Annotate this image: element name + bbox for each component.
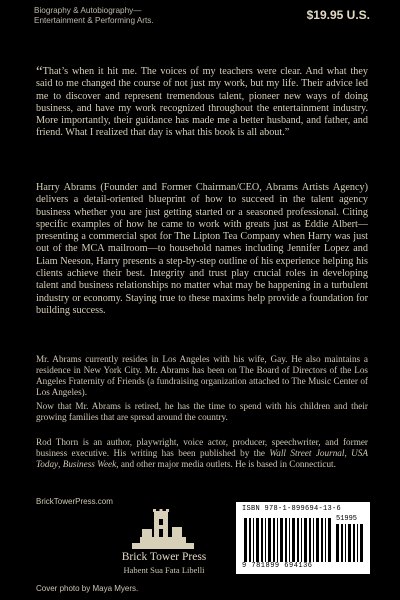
publisher-name: Brick Tower Press	[121, 551, 207, 563]
category-label	[34, 6, 154, 26]
open-quote-mark: “	[36, 64, 43, 80]
publication-wsj: Wall Street Journal	[269, 448, 345, 458]
separator: ,	[344, 448, 352, 458]
price-code: 51995	[336, 515, 358, 523]
ean-digits: 9 781899 694136	[242, 562, 313, 570]
coauthor-bio-text-end: , and other major media outlets. He is based in Connecticut.	[116, 459, 336, 469]
quote-text: That’s when it hit me. The voices of my teachers were clear. And what they said to me changed the course of not just my work, but my life. Their advice led me to discover and represent tremendous talent, pioneer new ways of doing business, and have my work recognized throughout the entertainment industry. More importantly, their guidance has made me a better husband, and father, and friend. What I realized that day is what this book is all about.	[36, 66, 368, 139]
publisher-website: BrickTowerPress.com	[36, 497, 113, 506]
category-line-2: Entertainment & Performing Arts.	[34, 16, 154, 25]
cover-photo-credit: Cover photo by Maya Myers.	[36, 584, 139, 593]
book-description: Harry Abrams (Founder and Former Chairman/CEO, Abrams Artists Agency) delivers a detail-oriented blueprint of how to succeed in the talent agency business whether you are just getting started or a seasoned professional. Citing specific examples of how he came to work with greats just as Eddie Albert—presenting a commercial spot for The Lipton Tea Company when Harry was just out of the MCA mailroom—to household names including Jennifer Lopez and Liam Neeson, Harry presents a step-by-step outline of his experience helping his clients achieve their best. Integrity and trust play crucial roles in developing talent and business relationships no matter what may be happening in a turbulent industry or economy. Staying true to these maxims help provide a foundation for building success.	[36, 182, 368, 316]
brick-tower-logo-icon	[132, 507, 194, 549]
price-barcode-bars	[336, 524, 364, 562]
coauthor-bio	[36, 437, 368, 470]
pull-quote	[36, 66, 368, 140]
isbn-number: ISBN 978-1-899694-13-6	[242, 505, 342, 513]
price: $19.95 U.S.	[306, 8, 370, 22]
separator: ,	[58, 459, 63, 469]
publication-business-week: Business Week	[62, 459, 117, 469]
category-line-1: Biography & Autobiography—	[34, 6, 142, 15]
coauthor-bio-text: Rod Thorn is an author, playwright, voice actor, producer, speechwriter, and former business executive. His writing has been published by the	[36, 437, 368, 458]
isbn-barcode	[236, 502, 370, 574]
publication-usa-today: USA Today	[36, 448, 368, 469]
ean-barcode-bars	[244, 518, 332, 562]
author-bio-paragraph-2: Now that Mr. Abrams is retired, he has the time to spend with his children and their growing families that are spread around the country.	[36, 401, 368, 422]
close-quote-mark: ”	[284, 127, 290, 139]
author-bio-paragraph-1: Mr. Abrams currently resides in Los Angeles with his wife, Gay. He also maintains a residence in New York City. Mr. Abrams has been on The Board of Directors of the Los Angeles Fraternity of Friends (a fundraising organization attached to The Music Center of Los Angeles).	[36, 354, 368, 397]
publisher-motto: Habent Sua Fata Libelli	[123, 565, 205, 575]
